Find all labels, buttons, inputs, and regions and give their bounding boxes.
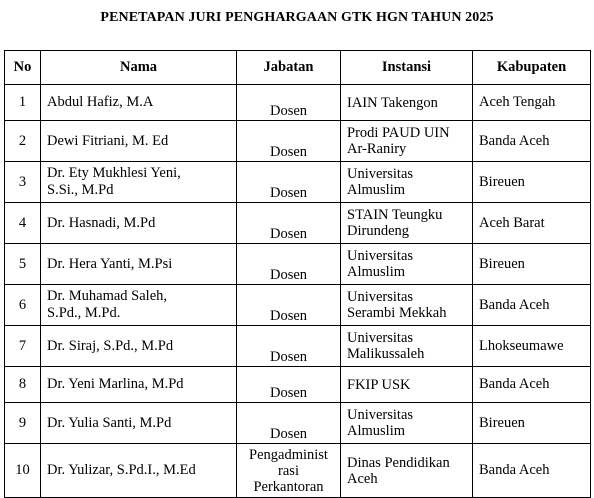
cell-position [237, 244, 341, 285]
cell-institution [341, 285, 473, 326]
position-line: rasi [278, 462, 299, 479]
position-line: Dosen [269, 426, 308, 442]
table-body [5, 85, 591, 498]
institution-line: Almuslim [347, 182, 406, 198]
position-line: Dosen [269, 267, 308, 283]
cell-name [41, 244, 237, 285]
name-line: Dr. Hera Yanti, M.Psi [47, 255, 173, 272]
cell-name [41, 444, 237, 498]
institution-line: Almuslim [347, 423, 406, 439]
cell-institution [341, 367, 473, 403]
cell-regency: Aceh Tengah [473, 85, 591, 121]
institution-line: Malikussaleh [347, 346, 425, 362]
cell-regency: Bireuen [473, 244, 591, 285]
name-line: Dr. Yeni Marlina, M.Pd [47, 376, 184, 392]
cell-position [237, 121, 341, 162]
table-row [5, 244, 591, 285]
cell-name [41, 326, 237, 367]
document-title: PENETAPAN JURI PENGHARGAAN GTK HGN TAHUN 2025 [100, 10, 494, 25]
institution-line: Universitas [347, 248, 414, 264]
institution-line: Universitas [347, 166, 414, 182]
cell-regency: Bireuen [473, 403, 591, 444]
name-line: Dewi Fitriani, M. Ed [47, 132, 169, 149]
cell-position [237, 85, 341, 121]
cell-regency: Bireuen [473, 162, 591, 203]
header-regency: Kabupaten [473, 51, 591, 85]
cell-no: 2 [5, 121, 41, 162]
cell-institution [341, 121, 473, 162]
name-line: S.Pd., M.Pd. [47, 305, 121, 321]
cell-institution [341, 403, 473, 444]
institution-line: FKIP USK [347, 376, 411, 393]
position-line: Dosen [269, 349, 308, 365]
table-row [5, 285, 591, 326]
cell-no: 1 [5, 85, 41, 121]
cell-no: 5 [5, 244, 41, 285]
cell-regency: Banda Aceh [473, 121, 591, 162]
position-line: Dosen [269, 226, 308, 242]
cell-institution [341, 444, 473, 498]
position-line: Dosen [269, 144, 308, 160]
cell-institution [341, 85, 473, 121]
cell-name [41, 285, 237, 326]
name-line: S.Si., M.Pd [47, 182, 114, 198]
institution-line: Aceh [347, 470, 378, 487]
cell-name [41, 203, 237, 244]
name-line: Dr. Yulia Santi, M.Pd [47, 414, 172, 431]
cell-position [237, 162, 341, 203]
institution-line: Serambi Mekkah [347, 305, 447, 321]
cell-regency: Banda Aceh [473, 285, 591, 326]
institution-line: Universitas [347, 330, 414, 346]
institution-line: Prodi PAUD UIN [347, 125, 450, 141]
position-line: Pengadminist [249, 446, 328, 463]
institution-line: Dirundeng [347, 223, 410, 239]
institution-line: Almuslim [347, 264, 406, 280]
table-row [5, 444, 591, 498]
cell-institution [341, 244, 473, 285]
cell-name [41, 403, 237, 444]
cell-institution [341, 162, 473, 203]
cell-regency: Banda Aceh [473, 444, 591, 498]
header-position: Jabatan [237, 51, 341, 85]
cell-position [237, 203, 341, 244]
cell-no: 8 [5, 367, 41, 403]
cell-institution [341, 326, 473, 367]
cell-position [237, 367, 341, 403]
table-row [5, 403, 591, 444]
cell-position [237, 403, 341, 444]
cell-name [41, 162, 237, 203]
table-row [5, 326, 591, 367]
position-line: Dosen [269, 185, 308, 201]
jury-table [4, 50, 591, 498]
cell-position [237, 326, 341, 367]
institution-line: IAIN Takengon [347, 94, 438, 111]
cell-no: 7 [5, 326, 41, 367]
header-institution: Instansi [341, 51, 473, 85]
name-line: Dr. Ety Mukhlesi Yeni, [47, 165, 181, 181]
cell-no: 4 [5, 203, 41, 244]
position-line: Dosen [269, 385, 308, 401]
cell-name [41, 121, 237, 162]
institution-line: Ar-Raniry [347, 141, 407, 157]
cell-no: 6 [5, 285, 41, 326]
table-row [5, 367, 591, 403]
cell-position [237, 285, 341, 326]
table-row [5, 203, 591, 244]
cell-regency: Lhokseumawe [473, 326, 591, 367]
position-line: Dosen [269, 308, 308, 324]
name-line: Dr. Hasnadi, M.Pd [47, 214, 156, 231]
institution-line: Dinas Pendidikan [347, 454, 450, 471]
cell-regency: Banda Aceh [473, 367, 591, 403]
name-line: Dr. Muhamad Saleh, [47, 288, 168, 304]
cell-no: 9 [5, 403, 41, 444]
position-line: Dosen [269, 103, 308, 119]
institution-line: STAIN Teungku [347, 207, 443, 223]
table-row [5, 85, 591, 121]
institution-line: Universitas [347, 289, 414, 305]
header-name: Nama [41, 51, 237, 85]
cell-regency: Aceh Barat [473, 203, 591, 244]
cell-no: 3 [5, 162, 41, 203]
cell-institution [341, 203, 473, 244]
position-line: Perkantoran [253, 478, 324, 495]
name-line: Dr. Yulizar, S.Pd.I., M.Ed [47, 462, 196, 478]
cell-position [237, 444, 341, 498]
institution-line: Universitas [347, 407, 414, 423]
name-line: Abdul Hafiz, M.A [47, 94, 154, 110]
cell-no: 10 [5, 444, 41, 498]
cell-name [41, 85, 237, 121]
cell-name [41, 367, 237, 403]
table-row [5, 121, 591, 162]
header-no: No [5, 51, 41, 85]
table-header-row [5, 51, 591, 85]
table-row [5, 162, 591, 203]
name-line: Dr. Siraj, S.Pd., M.Pd [47, 337, 174, 354]
